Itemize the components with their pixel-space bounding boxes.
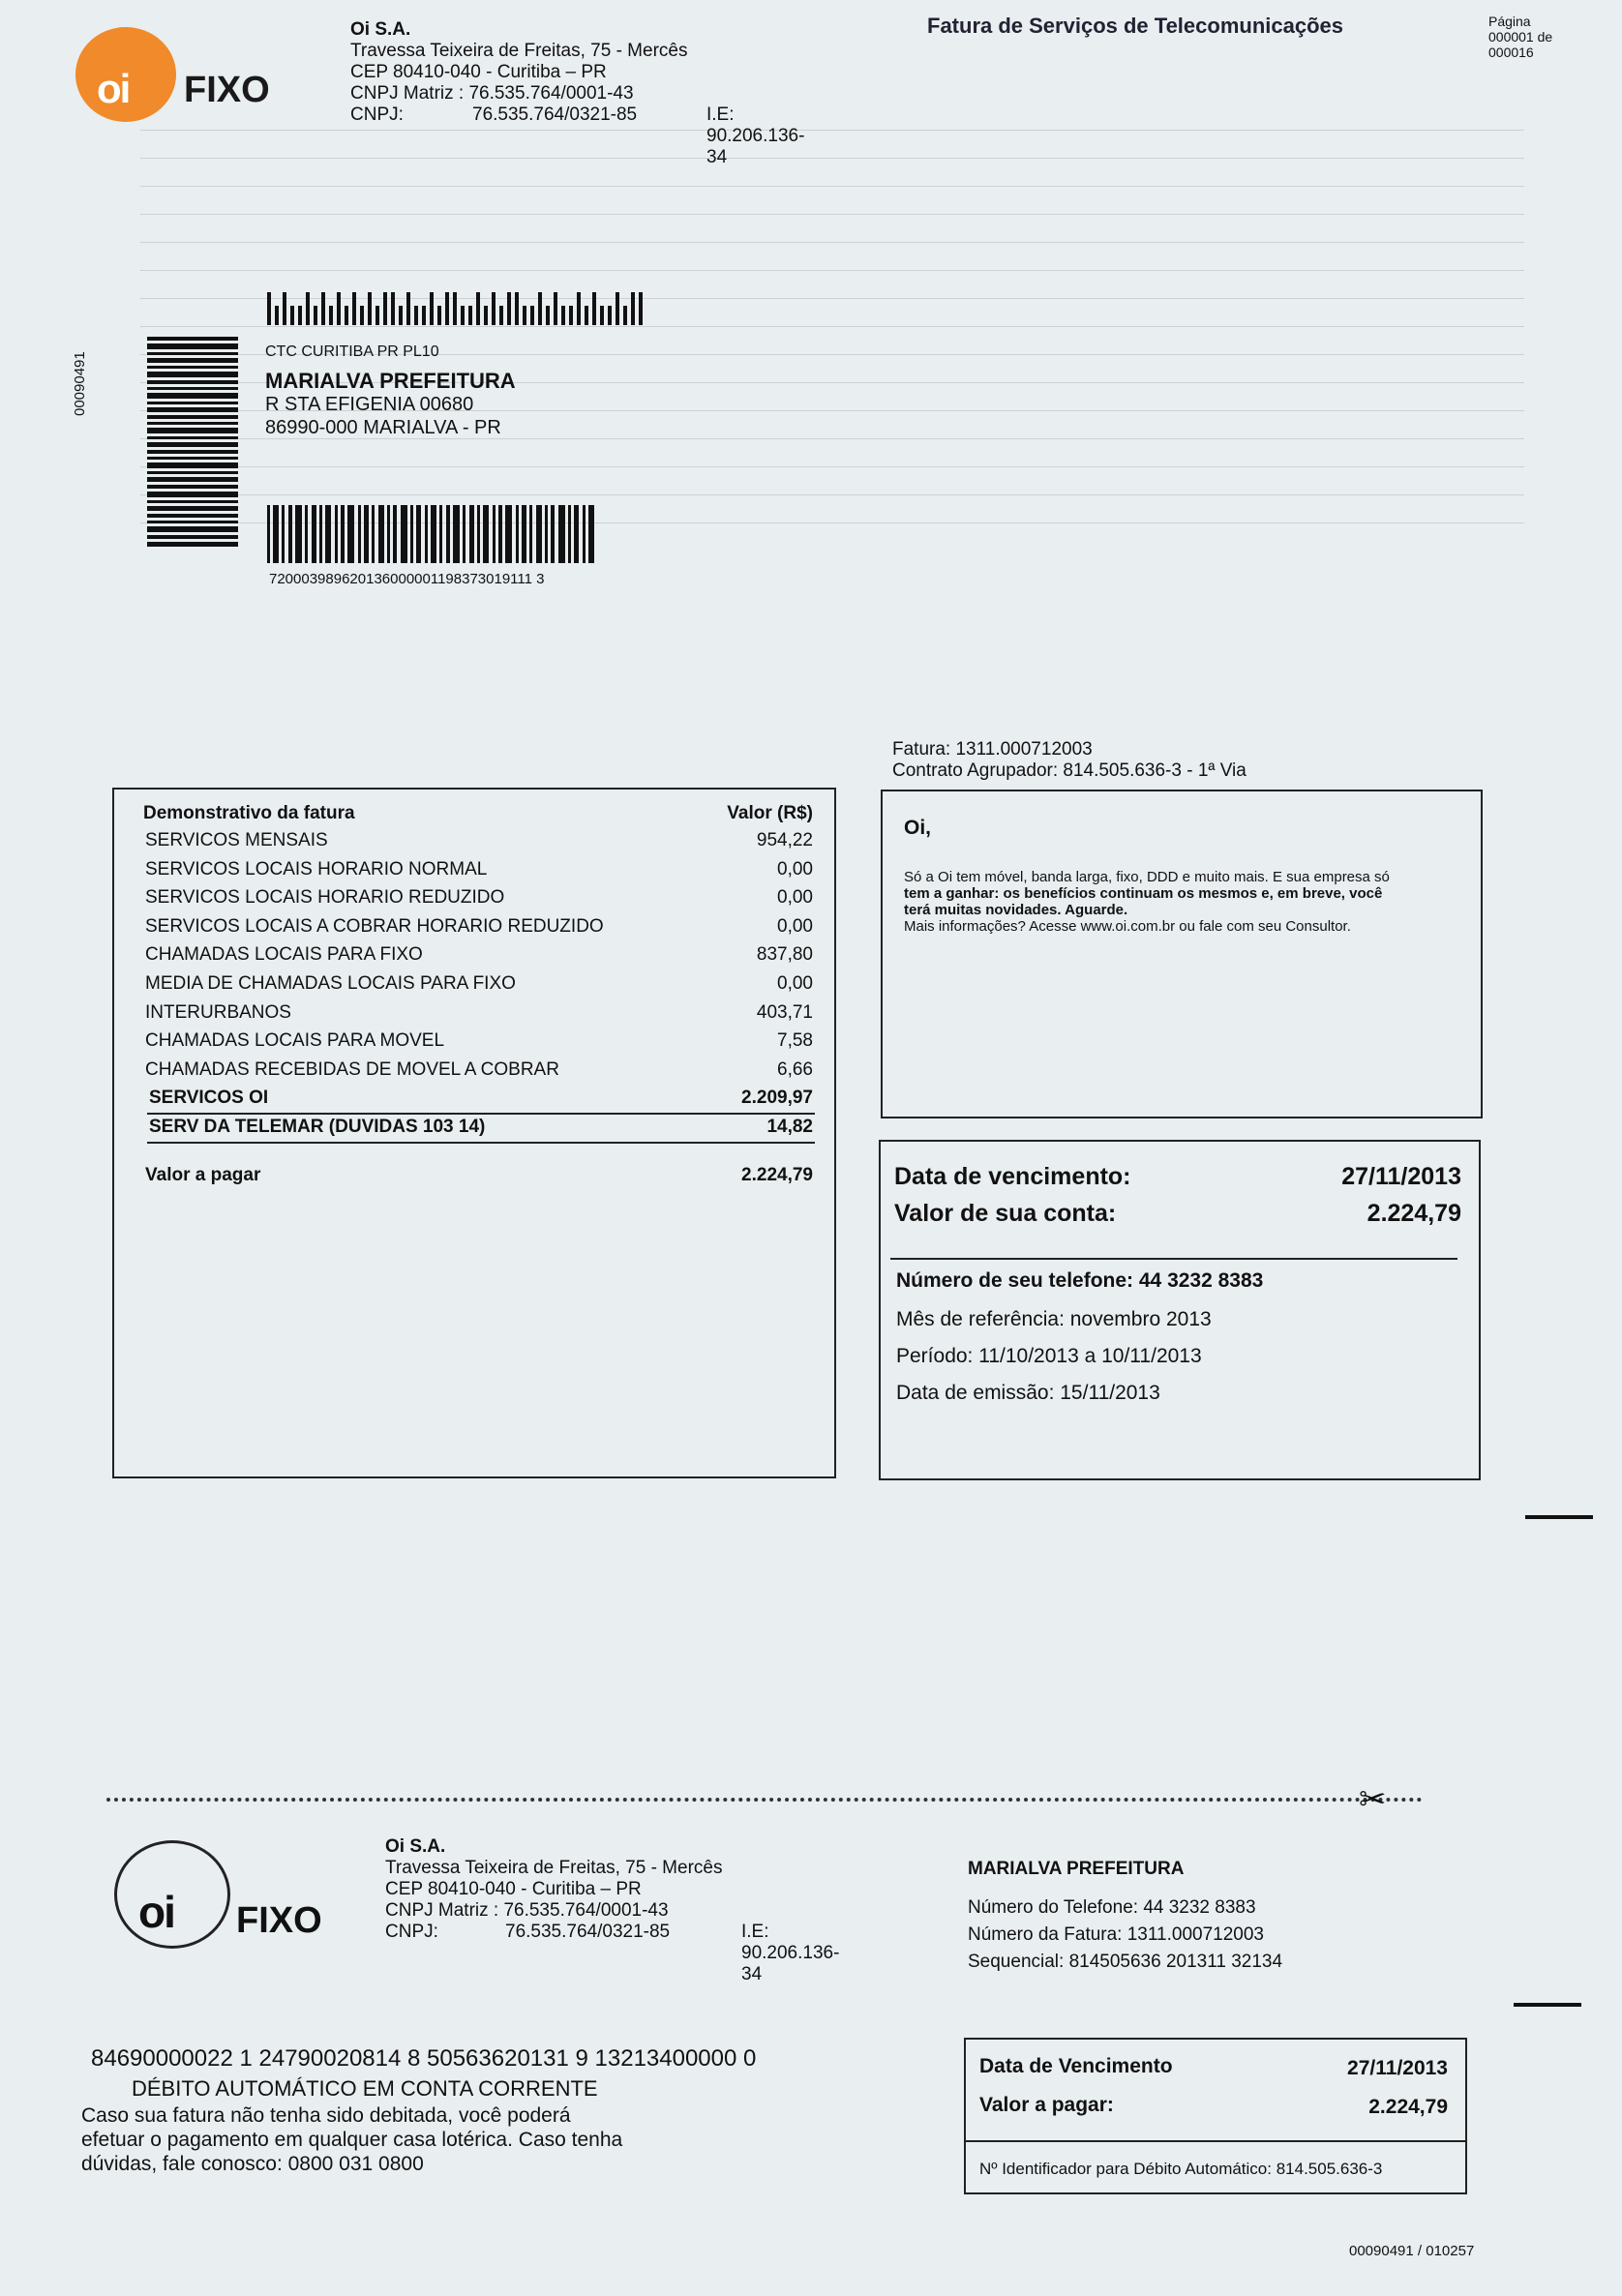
recipient-name: MARIALVA PREFEITURA (265, 369, 516, 393)
billing-period: Período: 11/10/2013 a 10/11/2013 (896, 1345, 1202, 1367)
page-indicator: Página 000001 de 000016 (1488, 14, 1553, 60)
item-label: CHAMADAS RECEBIDAS DE MOVEL A COBRAR (145, 1059, 559, 1080)
invoice-ids (892, 739, 1247, 782)
message-text: Só a Oi tem móvel, banda larga, fixo, DDD e muito mais. E sua empresa só tem a ganhar: os benefícios continuam os mesmos e, em breve, você terá muitas novidades. Aguarde. Mais informações? Acesse www.oi.com.br ou fale com seu Consultor. (904, 869, 1390, 935)
item-label: SERVICOS LOCAIS HORARIO REDUZIDO (145, 887, 505, 909)
postal-barcode (267, 292, 646, 325)
stub-auto-debit-id: Nº Identificador para Débito Automático: 814.505.636-3 (979, 2160, 1383, 2178)
item-value: 0,00 (777, 915, 813, 937)
message-greeting: Oi, (904, 817, 932, 839)
invoice-title: Fatura de Serviços de Telecomunicações (927, 14, 1343, 38)
stub-company-block: Oi S.A. Travessa Teixeira de Freitas, 75 - Mercês CEP 80410-040 - Curitiba – PR CNPJ Matriz : 76.535.764/0001-43 CNPJ: 76.535.764/0321-85 I.E: 90.206.136-34 (385, 1836, 840, 1984)
amount-value: 2.224,79 (1367, 1200, 1461, 1227)
stub-payment-box (964, 2038, 1467, 2194)
oi-logo-stub: oi (114, 1840, 230, 1949)
item-value: 0,00 (777, 887, 813, 909)
item-label: MEDIA DE CHAMADAS LOCAIS PARA FIXO (145, 973, 516, 994)
item-label: SERVICOS LOCAIS HORARIO NORMAL (145, 858, 488, 880)
digitable-line: 84690000022 1 24790020814 8 50563620131 9 13213400000 0 (91, 2045, 757, 2072)
stub-sequence: Sequencial: 814505636 201311 32134 (968, 1952, 1283, 1972)
item-label: CHAMADAS LOCAIS PARA MOVEL (145, 1030, 445, 1052)
issue-date: Data de emissão: 15/11/2013 (896, 1382, 1160, 1404)
value-header: Valor (R$) (727, 803, 813, 823)
due-date-label: Data de vencimento: (894, 1163, 1131, 1190)
margin-mark (1525, 1515, 1593, 1519)
brand-fixo: FIXO (184, 70, 270, 110)
recipient-street: R STA EFIGENIA 00680 (265, 394, 474, 415)
reference-month: Mês de referência: novembro 2013 (896, 1308, 1212, 1330)
item-value: 403,71 (756, 1001, 813, 1023)
cut-line (106, 1798, 1423, 1802)
demonstrativo-title: Demonstrativo da fatura (143, 803, 355, 823)
item-label: CHAMADAS LOCAIS PARA FIXO (145, 944, 423, 966)
recipient-city: 86990-000 MARIALVA - PR (265, 417, 501, 438)
stub-pay-value: 2.224,79 (1368, 2096, 1448, 2118)
margin-mark (1514, 2003, 1581, 2007)
debit-text: Caso sua fatura não tenha sido debitada, você poderá efetuar o pagamento em qualquer casa lotérica. Caso tenha dúvidas, fale conosco: 0800 031 0800 (81, 2104, 623, 2175)
item-value: 6,66 (777, 1059, 813, 1080)
summary-box (879, 1140, 1481, 1480)
divider (147, 1113, 815, 1115)
company-cnpj-label: CNPJ: (350, 104, 404, 125)
stub-customer-name: MARIALVA PREFEITURA (968, 1859, 1185, 1879)
company-block (350, 19, 805, 167)
brand-fixo-stub: FIXO (236, 1900, 322, 1941)
item-value: 7,58 (777, 1030, 813, 1052)
message-box (881, 790, 1483, 1118)
phone-number: Número de seu telefone: 44 3232 8383 (896, 1269, 1264, 1292)
company-cep: CEP 80410-040 - Curitiba – PR (350, 62, 607, 82)
side-barcode (147, 337, 238, 550)
item-label: INTERURBANOS (145, 1001, 291, 1023)
divider (966, 2140, 1465, 2142)
divider (890, 1258, 1457, 1260)
footer-code: 00090491 / 010257 (1349, 2243, 1475, 2259)
recipient-barcode-number: 720003989620136000001198373019111 3 (269, 571, 545, 587)
item-value: 0,00 (777, 973, 813, 994)
stub-due-value: 27/11/2013 (1347, 2057, 1448, 2079)
company-cnpj: 76.535.764/0321-85 (472, 104, 638, 125)
item-value: 0,00 (777, 858, 813, 880)
amount-label: Valor de sua conta: (894, 1200, 1117, 1227)
side-code: 00090491 (72, 351, 88, 416)
stub-invoice: Número da Fatura: 1311.000712003 (968, 1924, 1264, 1945)
stub-due-label: Data de Vencimento (979, 2055, 1173, 2077)
debit-title: DÉBITO AUTOMÁTICO EM CONTA CORRENTE (132, 2076, 598, 2101)
recipient-barcode (267, 505, 597, 563)
oi-logo: oi (75, 27, 176, 122)
recipient-block (265, 341, 516, 439)
stub-phone: Número do Telefone: 44 3232 8383 (968, 1897, 1256, 1918)
invoice-number: Fatura: 1311.000712003 (892, 739, 1093, 760)
company-address: Travessa Teixeira de Freitas, 75 - Mercês (350, 41, 688, 61)
item-value: 837,80 (756, 944, 813, 966)
company-cnpj-matriz: CNPJ Matriz : 76.535.764/0001-43 (350, 83, 634, 104)
scissors-icon: ✂ (1359, 1781, 1387, 1818)
due-date-value: 27/11/2013 (1341, 1163, 1461, 1190)
route-code: CTC CURITIBA PR PL10 (265, 343, 439, 360)
divider (147, 1142, 815, 1144)
demonstrativo-box: Demonstrativo da fatura Valor (R$) SERVICOS MENSAIS 954,22 SERVICOS LOCAIS HORARIO NORMAL 0,00 SERVICOS LOCAIS HORARIO REDUZIDO 0,00 SERVICOS LOCAIS A COBRAR HORARIO REDUZIDO 0,00 CHAMADAS LOCAIS PARA FIXO 837,80 MEDIA DE CHAMADAS LOCAIS PARA FIXO 0,00 INTERURBANOS 403,71 CHAMADAS LOCAIS PARA MOVEL 7,58 CHAMADAS RECEBIDAS DE MOVEL A COBRAR 6,66 SERVICOS OI 2.209,97 SERV DA TELEMAR (DUVIDAS 103 14) 14,82 Valor a pagar 2.224,79 (112, 788, 836, 1478)
stub-pay-label: Valor a pagar: (979, 2094, 1114, 2116)
stub-customer-info (968, 1856, 1282, 1976)
item-label: SERVICOS LOCAIS A COBRAR HORARIO REDUZIDO (145, 915, 604, 937)
company-ie: I.E: 90.206.136-34 (706, 104, 805, 167)
item-label: SERVICOS MENSAIS (145, 830, 328, 850)
item-value: 954,22 (756, 830, 813, 850)
contract-number: Contrato Agrupador: 814.505.636-3 - 1ª Via (892, 760, 1247, 781)
company-name: Oi S.A. (350, 19, 411, 40)
